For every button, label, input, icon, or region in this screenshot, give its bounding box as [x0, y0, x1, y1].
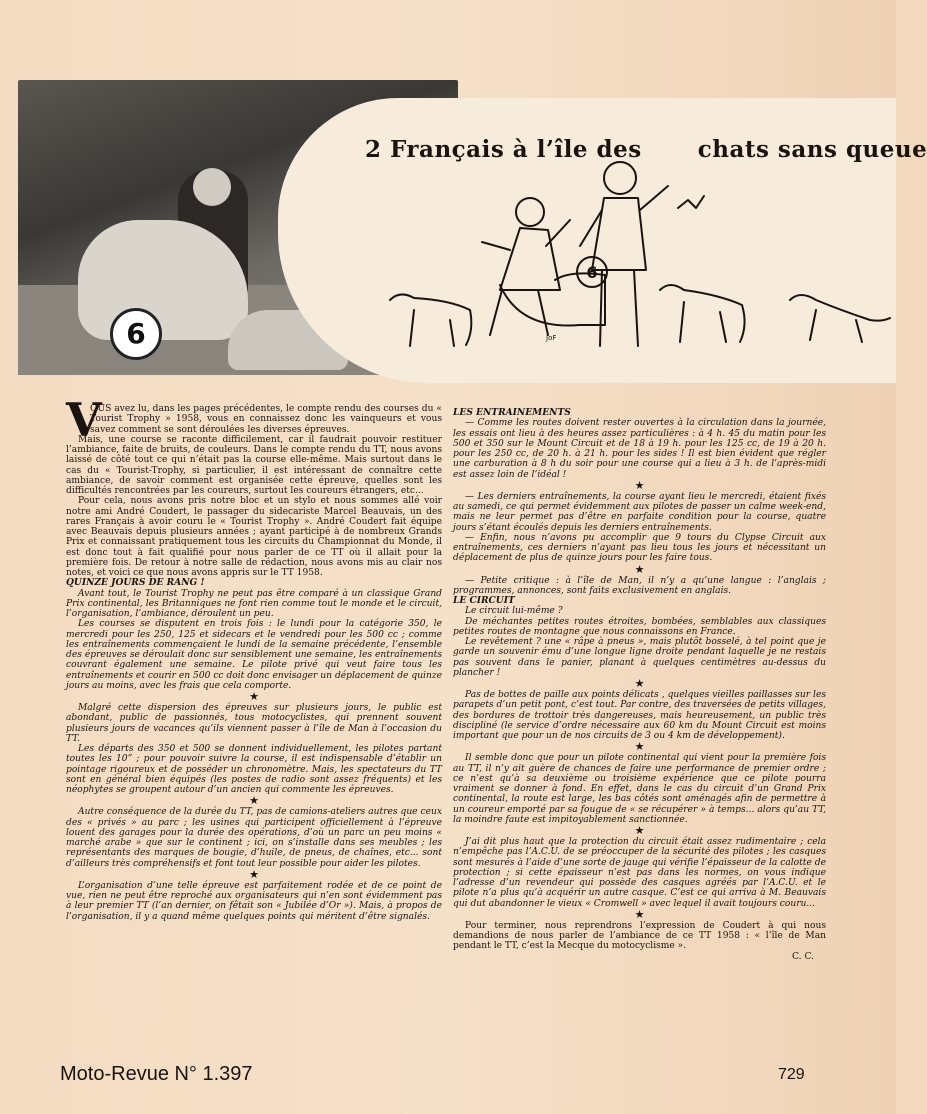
paragraph: Les courses se disputent en trois fois : le lundi pour la catégorie 350, le mercredi pour les 250, 125 et sidecars et le vendredi pour les 500 cc ; comme les entraînements commençaient le lundi de la semaine précédente, l’ensemble des épreuves se déroulait donc sur sensiblement une semaine, les entraînements couvrant également une semaine. Le pilote privé qui veut faire tous les entraînements et courir en 500 cc doit donc envisager un déplacement de quinze jours au moins, avec les frais que cela comporte.	[66, 619, 442, 691]
star-separator: ★	[249, 867, 259, 881]
cartoon-rider-arms	[580, 186, 668, 246]
star-separator: ★	[634, 677, 645, 690]
star-separator: ★	[634, 562, 645, 576]
cartoon-number: 6	[586, 263, 598, 282]
paragraph: De méchantes petites routes étroites, bombées, semblables aux classiques petites routes de montagne que nous connaissons en France.	[453, 616, 826, 637]
star-separator: ★	[634, 740, 645, 754]
star-separator: ★	[634, 824, 645, 837]
paragraph: — Petite critique : à l’île de Man, il n’y a qu’une langue : l’anglais ; programmes, annonces, sont faits exclusivement en anglais.	[453, 575, 826, 596]
paragraph: Pour cela, nous avons pris notre bloc et un stylo et nous sommes allé voir notre ami André Coudert, le passager du sidecariste Marcel Beauvais, un des rares Français à avoir couru le « Tourist Trophy ». André Coudert fait équipe avec Beauvais depuis plusieurs années ; ayant participé à de nombreux Grands Prix et connaissant pratiquement tous les circuits du Championnat du Monde, il est donc tout à fait qualifié pour nous parler de ce TT où il allait pour la première fois. De retour à notre salle de rédaction, nous avons mis au clair nos notes, et voici ce que nous avons appris sur le TT 1958.	[66, 496, 442, 578]
article-column-left	[66, 404, 442, 922]
paragraph: L’organisation d’une telle épreuve est parfaitement rodée et de ce point de vue, rien ne peut être reproché aux organisateurs qui n’en sont évidemment pas à leur premier TT (l’an dernier, on fêtait son « Jubilée d’Or »). Mais, à propos de l’organisation, il y a quand même quelques points qui méritent d’être signalés.	[66, 880, 442, 922]
paragraph: — Enfin, nous n’avons pu accomplir que 9 tours du Clypse Circuit aux entraînements, ces derniers n’ayant pas lieu tous les jours et nécessitant un déplacement de plus de quinze jours pour les faire tous.	[453, 532, 826, 564]
lead-paragraph: OUS avez lu, dans les pages précédentes, le compte rendu des courses du « Tourist Trophy » 1958, vous en connaissez donc les vainqueurs et vous savez comment se sont déroulées les diverses épreuves.	[90, 404, 442, 435]
paragraph: Mais, une course se raconte difficilement, car il faudrait pouvoir restituer l’ambiance, faite de bruits, de couleurs. Dans le compte rendu du TT, nous avons laissé de côté tout ce qui n’était pas la course elle-même. Mais surtout dans le cas du « Tourist-Trophy, si particulier, il est intéressant de connaître cette ambiance, de savoir comment est organisée cette épreuve, quelles sont les difficultés rencontrées par les coureurs, surtout les coureurs étrangers, etc...	[66, 434, 442, 496]
cartoon-cat-right	[790, 295, 890, 342]
cartoon-signature: JoF	[546, 334, 557, 342]
section-heading: QUINZE JOURS DE RANG !	[66, 577, 205, 589]
cartoon-passenger-legs	[490, 290, 548, 335]
author-signature: C. C.	[792, 951, 814, 962]
paragraph: — Les derniers entraînements, la course ayant lieu le mercredi, étaient fixés au samedi, ce qui permet évidemment aux pilotes de passer un calme week-end, mais ne leur permet pas d’être en parfaite condition pour la course, quatre jours s’étant écoulés depuis les derniers entraînements.	[453, 491, 826, 533]
paragraph: — Comme les routes doivent rester ouvertes à la circulation dans la journée, les essais ont lieu à des heures assez particulières : à 4 h. 45 du matin pour les 500 et 350 sur le Mount Circuit et de 18 à 19 h. pour les 125 cc, de 19 à 20 h. pour les 250 cc, de 20 h. à 21 h. pour les sides ! Il est bien évident que régler une carburation à 8 h du soir pour une course qui a lieu à 3 h. de l’après-midi est assez loin de l’idéal !	[453, 418, 826, 480]
paragraph: Malgré cette dispersion des épreuves sur plusieurs jours, le public est abondant, public de passionnés, tous motocyclistes, qui prennent souvent plusieurs jours de vacances qu’ils viennent passer à l’île de Man à l’occasion du TT.	[66, 703, 442, 744]
star-separator: ★	[249, 794, 259, 808]
page-number: 729	[778, 1066, 805, 1083]
paragraph: J’ai dit plus haut que la protection du circuit était assez rudimentaire ; cela n’empêche pas l’A.C.U. de se préoccuper de la sécurité des pilotes ; les casques sont mesurés à l’aide d’une sorte de jauge qui vérifie l’épaisseur de la calotte de protection ; si cette épaisseur n’est pas dans les normes, on vous indique l’adresse d’un revendeur qui possède des casques agréés par l’A.C.U. et le pilote n’a plus qu’à acquérir un autre casque. C’est ce qui arriva à M. Beauvais qui dut abandonner le vieux « Cromwell » avec lequel il avait toujours couru...	[453, 837, 826, 909]
paragraph: Avant tout, le Tourist Trophy ne peut pas être comparé à un classique Grand Prix continental, les Britanniques ne font rien comme tout le monde et le circuit, l’organisation, l’ambiance, déroulent un peu.	[66, 588, 442, 619]
star-separator: ★	[249, 690, 259, 703]
section-heading: LE CIRCUIT	[453, 595, 515, 606]
photo-driver-helmet	[193, 168, 231, 206]
cartoon-cat-left	[390, 294, 471, 346]
drop-cap: V	[66, 393, 102, 447]
article-column-right	[453, 408, 826, 962]
cartoon-bird	[678, 196, 704, 208]
paragraph: Il semble donc que pour un pilote continental qui vient pour la première fois au TT, il n’y ait guère de chances de faire une performance de premier ordre ; ce n’est qu’à sa deuxième ou troisième expérience que ce pilote pourra vraiment se donner à fond. En effet, dans le cas du circuit d’un Grand Prix continental, la route est large, les bas côtés sont aménagés afin de permettre à un coureur emporté par sa fougue de « se récupérer » à temps... alors qu’au TT, la moindre faute est impitoyablement sanctionnée.	[453, 753, 826, 825]
paragraph: Les départs des 350 et 500 se donnent individuellement, les pilotes partant toutes les 10” ; pour pouvoir suivre la course, il est indispensable d’établir un pointage rigoureux et de posséder un chronomètre. Mais, les spectateurs du TT sont en général bien équipés (les postes de radio sont assez fréquents) et les néophytes se groupent autour d’un ancien qui commente les épreuves.	[66, 744, 442, 795]
star-separator: ★	[634, 907, 645, 921]
paragraph: Le revêtement ? une « râpe à pneus », mais plutôt bosselé, à tel point que je garde un souvenir ému d’une longue ligne droite pendant laquelle je ne restais pas souvent dans le panier, planant à quelques centimètres au-dessus du plancher !	[453, 637, 826, 678]
title-part-2: chats sans queue	[697, 136, 927, 163]
cartoon-passenger-head	[516, 198, 544, 226]
paragraph: Pour terminer, nous reprendrons l’expression de Coudert à qui nous demandions de nous parler de l’ambiance de ce TT 1958 : « l’île de Man pendant le TT, c’est la Mecque du motocyclisme ».	[453, 920, 826, 952]
paragraph: Pas de bottes de paille aux points délicats , quelques vieilles paillasses sur les parapets d’un petit pont, c’est tout. Par contre, des traversées de petits villages, des bordures de trottoir très dangereuses, mais heureusement, un public très discipliné (le service d’ordre nécessaire aux 60 km du Mount Circuit est moins important que pour un de nos circuits de 3 ou 4 km de développement).	[453, 690, 826, 741]
cartoon-cat-middle	[660, 285, 745, 342]
cartoon-rider-head	[604, 162, 636, 194]
title-part-1: 2 Français à l’île des	[365, 136, 642, 163]
section-heading: LES ENTRAINEMENTS	[453, 407, 571, 418]
cartoon-illustration	[370, 150, 896, 360]
paragraph: Autre conséquence de la durée du TT, pas de camions-ateliers autres que ceux des « privés » au parc ; les usines qui participent officiellement à l’épreuve louent des garages pour la durée des opérations, d’où un parc un peu moins « marché arabe » que sur le continent ; ici, on s’installe dans ses meubles ; les représentants des marques de bougie, d’huile, de pneus, de chaînes, etc... sont d’ailleurs très compréhensifs et font tout leur possible pour aider les pilotes.	[66, 807, 442, 869]
star-separator: ★	[634, 478, 645, 492]
paragraph: Le circuit lui-même ?	[465, 606, 563, 617]
photo-race-number: 6	[110, 308, 162, 360]
magazine-issue: Moto-Revue N° 1.397	[60, 1063, 253, 1085]
cartoon-passenger-body	[500, 228, 560, 290]
